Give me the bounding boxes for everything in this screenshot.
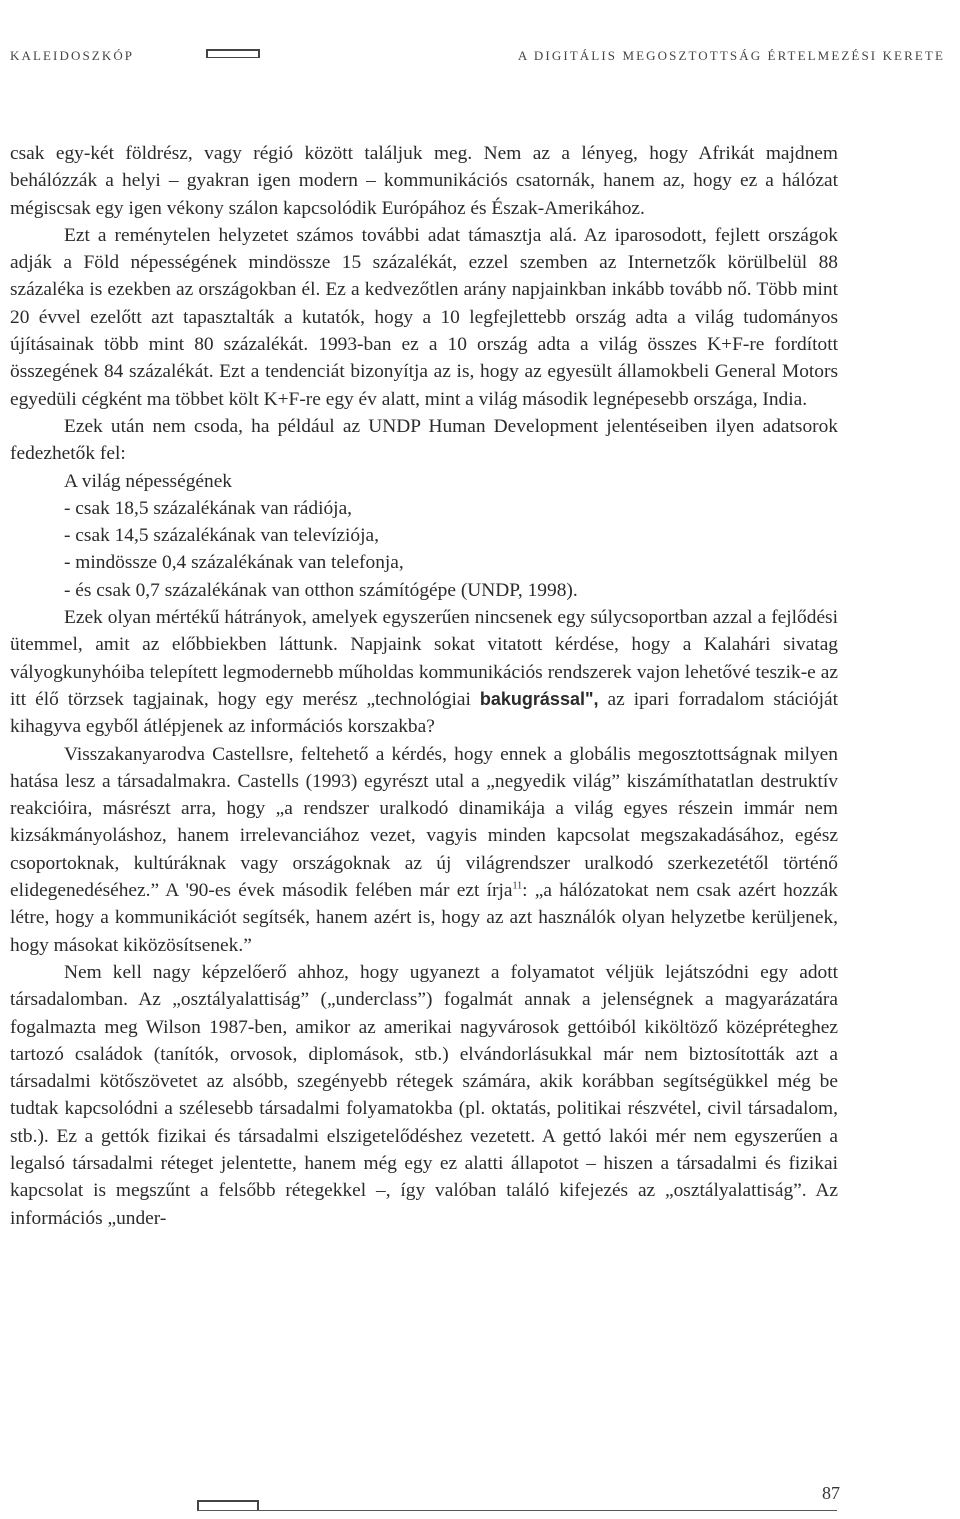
paragraph: Nem kell nagy képzelőerő ahhoz, hogy ugyanezt a folyamatot véljük lejátszódni egy adott társadalomban. Az „osztályalattiság” („underclass”) fogalmát annak a jelenségnek a magyarázatára fogalmazta meg Wilson 1987-ben, amikor az amerikai nagyvárosok gettóiból kiköltöző középréteghez tartozó családok (tanítók, orvosok, diplomások, stb.) elvándorlásukkal már nem biztosították azt a társadalmi kötőszövetet az alsóbb, szegényebb rétegek számára, akik korábban segítségükkel még be tudtak kapcsolódni a szélesebb társadalmi folyamatokba (pl. oktatás, politikai részvétel, civil társadalom, stb.). Ez a gettók fizikai és társadalmi elszigetelődéshez vezetett. A gettó lakói mér nem egyszerűen a legalsó társadalmi réteget jelentette, hanem még egy ez alatti állapotot – hiszen a társadalmi és fizikai kapcsolat is megszűnt a felsőbb rétegekkel –, így valóban találó kifejezés az „osztályalattiság”. Az információs „under- xyxy=(10,961,838,1229)
paragraph: Ezek után nem csoda, ha például az UNDP Human Development jelentéseiben ilyen adatsorok fedezhetők fel: xyxy=(10,415,838,465)
list-item: - mindössze 0,4 százalékának van telefonja, xyxy=(64,552,404,574)
footer-rule xyxy=(197,1510,837,1511)
paragraph-text: Ezek olyan mértékű hátrányok, amelyek egyszerűen nincsenek egy súlycsoportban azzal a fejlődési ütemmel, amit az előbbiekben láttunk. Napjaink sokat vitatott kérdése, hogy a Kalahári sivatag vályogkunyhóiba telepített legmodernebb műholdas kommunikációs rendszerek vajon lehetővé teszik-e az itt élő törzsek tagjainak, hogy egy merész „technológiai xyxy=(10,607,838,710)
paragraph-text: : „a hálózatokat nem csak azért hozzák létre, hogy a kommunikációt segítsék, hanem azért is, hogy az azt használók olyan helyzetbe kerüljenek, hogy másokat kiközösítsenek.” xyxy=(10,880,838,956)
list-item: - és csak 0,7 százalékának van otthon számítógépe (UNDP, 1998). xyxy=(64,579,578,601)
header-ornament xyxy=(206,49,260,58)
paragraph-text: az ipari forradalom stációját kihagyva egyből átlépjenek az információs korszakba? xyxy=(10,688,838,738)
article-body xyxy=(10,140,838,1232)
list-item: - csak 14,5 százalékának van televíziója, xyxy=(64,525,379,547)
paragraph: Ezt a reménytelen helyzetet számos további adat támasztja alá. Az iparosodott, fejlett országok adják a Föld népességének mindössze 15 százalékát, ezzel szemben az Internetzők körülbelül 88 százaléka is ezekben az országokban él. Ez a kedvezőtlen arány napjainkban inkább tovább nő. Több mint 20 évvel ezelőtt azt tapasztalták a kutatók, hogy a 10 legfejlettebb ország adta a világ tudományos újításainak több mint 80 százalékát. 1993-ban ez a 10 ország adta a világ összes K+F-re fordított összegének 84 százalékát. Ezt a tendenciát bizonyítja az is, hogy az egyesült államokbeli General Motors egyedüli cégként ma többet költ K+F-re egy év alatt, mint a világ második legnépesebb országa, India. xyxy=(10,224,838,410)
paragraph-text: Visszakanyarodva Castellsre, feltehető a kérdés, hogy ennek a globális megosztottságnak milyen hatása lesz a társadalmakra. Castells (1993) egyrészt utal a „negyedik világ” kiszámíthatatlan destruktív reakcióira, másrészt arra, hogy „a rendszer uralkodó dinamikája a világ egyes részein immár nem kizsákmányoláshoz, hanem irrelevanciához vezet, vagyis minden kapcsolat megszakadásához, egész csoportoknak, kultúráknak vagy országoknak az új világrendszer uralkodó szerkezetétől történő elidegenedéséhez.” A '90-es évek második felében már ezt írja xyxy=(10,743,838,902)
page-number: 87 xyxy=(822,1483,840,1503)
footnote-reference: 11 xyxy=(512,880,523,892)
list-item: - csak 18,5 százalékának van rádiója, xyxy=(64,497,353,519)
list-intro: A világ népességének xyxy=(64,470,233,492)
running-header xyxy=(10,48,945,70)
paragraph xyxy=(10,604,838,740)
footer-ornament xyxy=(197,1500,259,1510)
paragraph xyxy=(10,741,838,959)
header-article-title: A DIGITÁLIS MEGOSZTOTTSÁG ÉRTELMEZÉSI KERETE xyxy=(517,48,945,63)
header-section-title: KALEIDOSZKÓP xyxy=(10,48,135,63)
paragraph: csak egy-két földrész, vagy régió között találjuk meg. Nem az a lényeg, hogy Afrikát majdnem behálózzák a helyi – gyakran igen modern – kommunikációs csatornák, hanem az, hogy ez a hálózat mégiscsak egy igen vékony szálon kapcsolódik Európához és Észak-Amerikához. xyxy=(10,143,838,219)
bold-term: bakugrással", xyxy=(479,688,599,709)
